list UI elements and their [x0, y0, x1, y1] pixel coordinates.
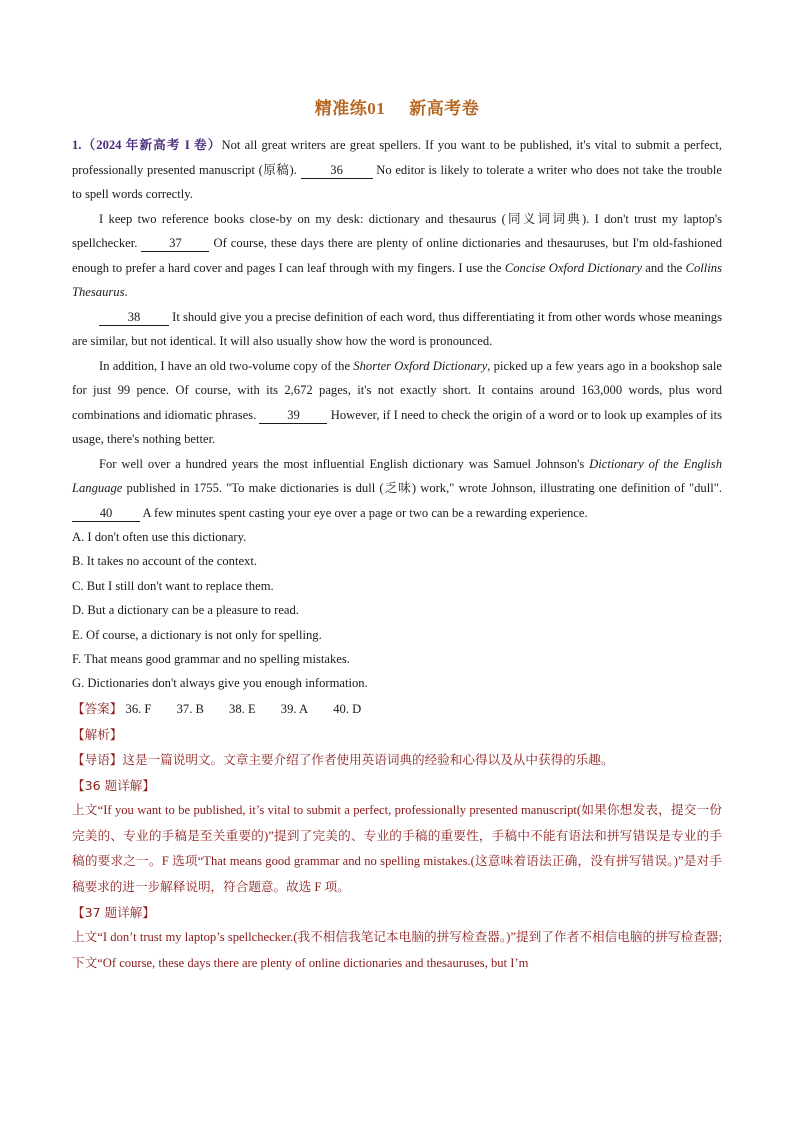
q37-explanation: 上文“I don’t trust my laptop’s spellchecker.(我不相信我笔记本电脑的拼写检查器。)”提到了作者不相信电脑的拼写检查器;下文“Of course, these days there are plenty of online dictionaries and thesauruses, but I’m	[72, 930, 722, 970]
q36-label: 【36 题详解】	[72, 778, 155, 794]
paragraph-3: 38 It should give you a precise definition of each word, thus differentiating it from other words whose meanings are similar, but not identical. It will also usually show how the word is pronounced.	[72, 309, 722, 348]
blank-40[interactable]: 40	[72, 505, 140, 522]
answer-label: 【答案】	[72, 700, 123, 716]
blank-39[interactable]: 39	[259, 407, 327, 424]
option-b[interactable]: B. It takes no account of the context.	[72, 554, 258, 569]
guide-label: 【导语】	[72, 751, 123, 767]
paragraph-1: 1.（2024 年新高考 I 卷）Not all great writers are great spellers. If you want to be published, it's vital to submit a perfect, professionally presented manuscript (原稿). 36 No editor is likely to tolerate a writer who does not take the trouble to spell words correctly.	[72, 138, 723, 201]
q37-label: 【37 题详解】	[72, 905, 155, 921]
answer-39: 39. A	[280, 701, 309, 716]
paragraph-5: For well over a hundred years the most influential English dictionary was Samuel Johnson's Dictionary of the English Language published in 1755. "To make dictionaries is dull (乏味) work," wrote Johnson, illustrating one definition of "dull". 40 A few minutes spent casting your eye over a page or two can be a rewarding experience.	[72, 456, 722, 520]
blank-37[interactable]: 37	[141, 235, 209, 252]
option-e[interactable]: E. Of course, a dictionary is not only for spelling.	[72, 627, 322, 642]
option-g[interactable]: G. Dictionaries don't always give you enough information.	[72, 676, 368, 691]
q36-explanation: 上文“If you want to be published, it’s vital to submit a perfect, professionally presented manuscript(如果你想发表，提交一份完美的、专业的手稿是至关重要的)”提到了完美的、专业的手稿的重要性，手稿中不能有语法和拼写错误是专业的手稿的要求之一。F 选项“That means good grammar and no spelling mistakes.(这意味着语法正确，没有拼写错误。)”是对手稿要求的进一步解释说明，符合题意。故选 F 项。	[72, 803, 722, 894]
answer-36: 36. F	[125, 701, 152, 716]
options-list	[72, 525, 722, 696]
answer-38: 38. E	[229, 701, 256, 716]
title-part-a: 精准练01	[314, 99, 386, 118]
option-c[interactable]: C. But I still don't want to replace them.	[72, 578, 274, 593]
answer-line	[72, 696, 722, 722]
blank-36[interactable]: 36	[301, 162, 373, 179]
option-d[interactable]: D. But a dictionary can be a pleasure to read.	[72, 603, 299, 618]
option-a[interactable]: A. I don't often use this dictionary.	[72, 530, 247, 544]
guide-text: 这是一篇说明文。文章主要介绍了作者使用英语词典的经验和心得以及从中获得的乐趣。	[122, 751, 614, 767]
option-f[interactable]: F. That means good grammar and no spelling mistakes.	[72, 652, 350, 667]
analysis-label: 【解析】	[72, 726, 123, 742]
answer-37: 37. B	[176, 701, 204, 716]
paragraph-2: I keep two reference books close-by on my desk: dictionary and thesaurus (同义词词典). I don't trust my laptop's spellchecker. 37 Of course, these days there are plenty of online dictionaries and thesauruses, but I'm old-fashioned enough to prefer a hard cover and pages I can leaf through with my fingers. I use the Concise Oxford Dictionary and the Collins Thesaurus.	[72, 211, 723, 299]
guide-line	[72, 747, 722, 774]
source-tag: 1.（2024 年新高考 I 卷）	[72, 138, 222, 152]
answer-40: 40. D	[333, 701, 362, 716]
page-title	[72, 94, 722, 119]
exam-page	[72, 94, 722, 976]
blank-38[interactable]: 38	[99, 309, 169, 326]
paragraph-4: In addition, I have an old two-volume copy of the Shorter Oxford Dictionary, picked up a few years ago in a bookshop sale for just 99 pence. Of course, with its 2,672 pages, it's not exactly short. It contains around 163,000 words, plus word combinations and idiomatic phrases. 39 However, if I need to check the origin of a word or to look up examples of its usage, there's nothing better.	[72, 358, 722, 446]
title-part-b: 新高考卷	[409, 99, 480, 118]
